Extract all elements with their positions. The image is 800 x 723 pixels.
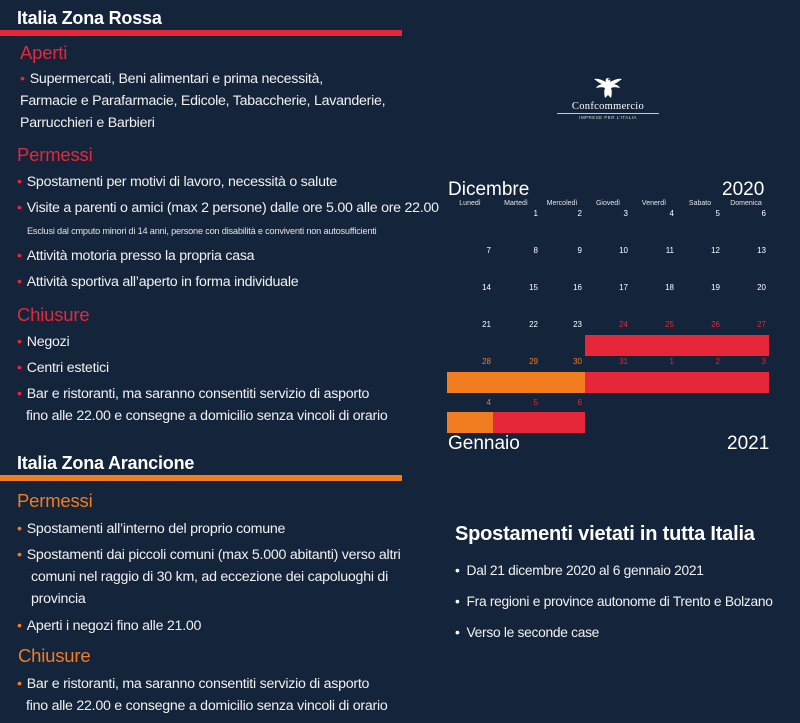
permessi-rossa-heading: Permessi bbox=[17, 144, 93, 165]
zona-rossa-bar bbox=[0, 30, 402, 36]
zona-rossa-title: Italia Zona Rossa bbox=[17, 8, 162, 28]
calendar-zone-red bbox=[677, 335, 723, 356]
calendar-zone-red bbox=[493, 412, 539, 433]
aperti-heading: Aperti bbox=[20, 42, 68, 63]
calendar-day: 6 bbox=[577, 398, 582, 407]
permessi-arancione-heading: Permessi bbox=[17, 490, 93, 511]
aperti-line-1: • Supermercati, Beni alimentari e prima necessità, bbox=[20, 71, 323, 87]
calendar-day: 11 bbox=[665, 246, 674, 255]
chiusure-rossa-heading: Chiusure bbox=[17, 304, 90, 325]
calendar-day: 25 bbox=[665, 320, 674, 329]
calendar-day: 3 bbox=[623, 209, 628, 218]
calendar-dayname: Lunedì bbox=[459, 200, 481, 207]
calendar-day: 23 bbox=[573, 320, 582, 329]
calendar-dayname: Venerdì bbox=[641, 200, 667, 207]
spostamenti-item-1: • Dal 21 dicembre 2020 al 6 gennaio 2021 bbox=[455, 563, 704, 578]
calendar-day: 9 bbox=[577, 246, 582, 255]
calendar-day: 6 bbox=[761, 209, 766, 218]
calendar-day: 29 bbox=[529, 357, 538, 366]
calendar-day: 2 bbox=[577, 209, 582, 218]
calendar-zone-red bbox=[631, 372, 677, 393]
calendar-day: 27 bbox=[757, 320, 766, 329]
calendar-zone-orange bbox=[447, 372, 493, 393]
spostamenti-item-2: • Fra regioni e province autonome di Trento e Bolzano bbox=[455, 594, 773, 609]
calendar-zone-red bbox=[677, 372, 723, 393]
calendar-year-start: 2020 bbox=[722, 179, 765, 200]
zona-arancione-bar bbox=[0, 475, 402, 481]
calendar-dayname: Domenica bbox=[730, 200, 762, 207]
calendar-zone-red bbox=[723, 335, 769, 356]
calendar-day: 13 bbox=[757, 246, 766, 255]
calendar-day: 1 bbox=[669, 357, 674, 366]
calendar-month-end: Gennaio bbox=[448, 433, 520, 454]
calendar-day: 18 bbox=[665, 283, 674, 292]
permessi-rossa-item-1: • Spostamenti per motivi di lavoro, necessità o salute bbox=[17, 174, 337, 190]
calendar-day: 1 bbox=[533, 209, 538, 218]
confcommercio-logo bbox=[557, 74, 659, 120]
calendar-day: 17 bbox=[619, 283, 628, 292]
permessi-arancione-item-2-line-2: comuni nel raggio di 30 km, ad eccezione dei capoluoghi di bbox=[31, 569, 388, 585]
spostamenti-title: Spostamenti vietati in tutta Italia bbox=[455, 523, 755, 545]
calendar-day: 8 bbox=[533, 246, 538, 255]
calendar-day: 4 bbox=[486, 398, 491, 407]
eagle-icon bbox=[593, 74, 623, 100]
calendar-day: 28 bbox=[482, 357, 491, 366]
calendar-zone-red bbox=[585, 335, 631, 356]
logo-name: Confcommercio bbox=[557, 101, 659, 114]
calendar-dayname: Giovedì bbox=[595, 200, 621, 207]
permessi-rossa-item-2: • Visite a parenti o amici (max 2 persone) dalle ore 5.00 alle ore 22.00 bbox=[17, 200, 439, 216]
calendar-day: 16 bbox=[573, 283, 582, 292]
calendar-zone-orange bbox=[447, 412, 493, 433]
permessi-arancione-item-1: • Spostamenti all’interno del proprio comune bbox=[17, 521, 285, 537]
permessi-rossa-item-3: • Attività motoria presso la propria casa bbox=[17, 248, 254, 264]
calendar-day: 24 bbox=[619, 320, 628, 329]
permessi-arancione-item-2-line-1: • Spostamenti dai piccoli comuni (max 5.000 abitanti) verso altri bbox=[17, 547, 401, 563]
calendar-day: 26 bbox=[711, 320, 720, 329]
calendar-day: 3 bbox=[761, 357, 766, 366]
chiusure-arancione-line-2: fino alle 22.00 e consegne a domicilio senza vincoli di orario bbox=[26, 698, 388, 714]
calendar-zone-red bbox=[723, 372, 769, 393]
calendar-day: 10 bbox=[619, 246, 628, 255]
calendar-dayname: Martedì bbox=[504, 200, 528, 207]
calendar-dayname: Mercoledì bbox=[546, 200, 578, 207]
logo-tagline: IMPRESE PER L’ITALIA bbox=[579, 115, 637, 120]
zona-arancione-title: Italia Zona Arancione bbox=[17, 453, 195, 473]
calendar-zone-red bbox=[539, 412, 585, 433]
permessi-arancione-item-2-line-3: provincia bbox=[31, 591, 86, 607]
calendar-month-start: Dicembre bbox=[448, 179, 530, 200]
spostamenti-item-3: • Verso le seconde case bbox=[455, 625, 599, 640]
calendar-dayname: Sabato bbox=[688, 200, 712, 207]
aperti-line-2: Farmacie e Parafarmacie, Edicole, Tabaccherie, Lavanderie, bbox=[20, 93, 386, 109]
permessi-arancione-item-3: • Aperti i negozi fino alle 21.00 bbox=[17, 618, 201, 634]
permessi-rossa-note: Esclusi dal cmputo minori di 14 anni, persone con disabilità e conviventi non autosufficienti bbox=[27, 226, 377, 236]
calendar-day: 5 bbox=[533, 398, 538, 407]
calendar-day: 7 bbox=[486, 246, 491, 255]
calendar-zone-red bbox=[585, 372, 631, 393]
calendar-day: 22 bbox=[529, 320, 538, 329]
calendar-day: 21 bbox=[482, 320, 491, 329]
calendar-zone-red bbox=[631, 335, 677, 356]
calendar-zone-orange bbox=[493, 372, 539, 393]
chiusure-rossa-item-2: • Centri estetici bbox=[17, 360, 109, 376]
calendar-day: 31 bbox=[619, 357, 628, 366]
permessi-rossa-item-4: • Attività sportiva all’aperto in forma individuale bbox=[17, 274, 298, 290]
calendar-day: 20 bbox=[757, 283, 766, 292]
calendar-year-end: 2021 bbox=[727, 433, 770, 454]
calendar-zone-orange bbox=[539, 372, 585, 393]
calendar-day: 14 bbox=[482, 283, 491, 292]
chiusure-arancione-line-1: • Bar e ristoranti, ma saranno consentiti servizio di asporto bbox=[17, 676, 369, 692]
chiusure-rossa-item-3: • Bar e ristoranti, ma saranno consentiti servizio di asporto bbox=[17, 386, 369, 402]
calendar-day: 15 bbox=[529, 283, 538, 292]
calendar-day: 5 bbox=[715, 209, 720, 218]
chiusure-arancione-heading: Chiusure bbox=[18, 645, 91, 666]
calendar-day: 30 bbox=[573, 357, 582, 366]
calendar-day: 19 bbox=[711, 283, 720, 292]
calendar-day: 4 bbox=[669, 209, 674, 218]
chiusure-rossa-item-1: • Negozi bbox=[17, 334, 69, 350]
chiusure-rossa-continuation: fino alle 22.00 e consegne a domicilio senza vincoli di orario bbox=[26, 408, 388, 424]
calendar-day: 2 bbox=[715, 357, 720, 366]
calendar-day: 12 bbox=[711, 246, 720, 255]
aperti-line-3: Parrucchieri e Barbieri bbox=[20, 115, 155, 131]
